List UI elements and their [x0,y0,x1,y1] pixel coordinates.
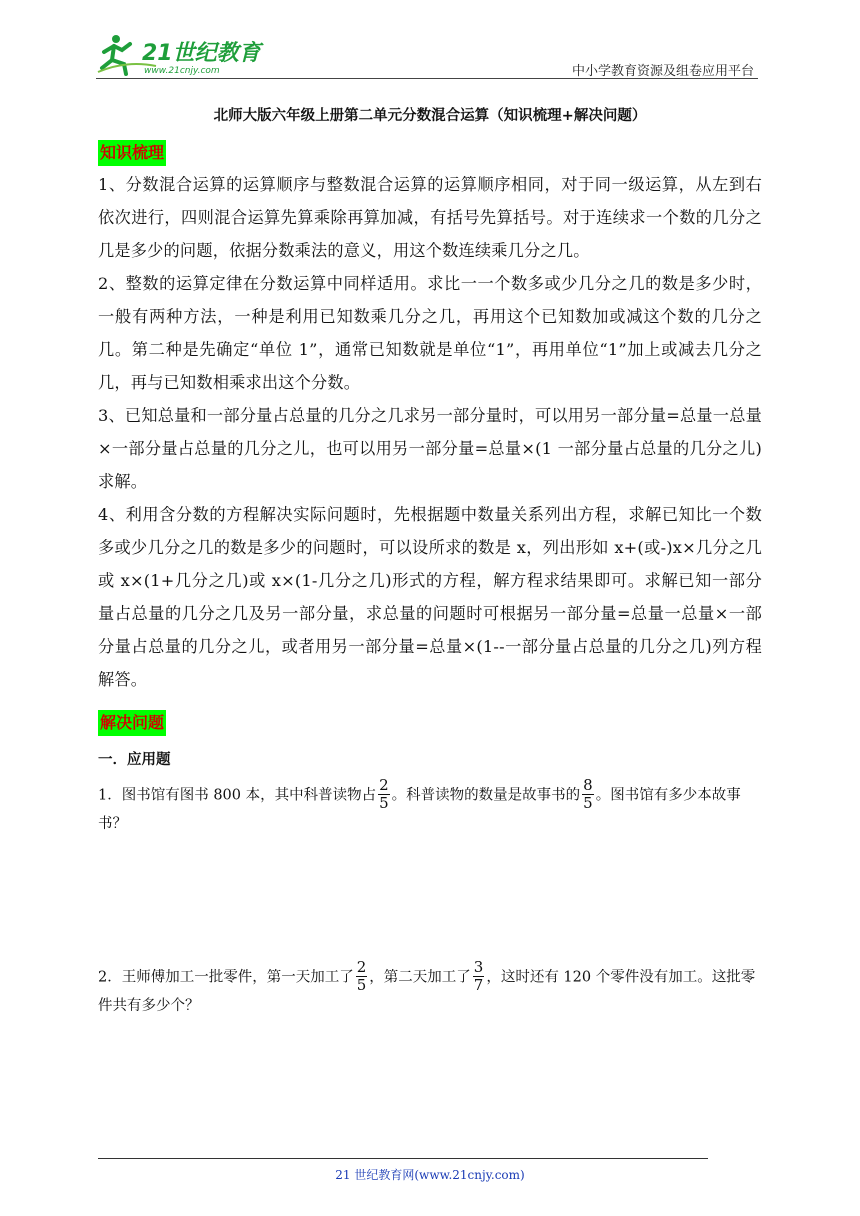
knowledge-paragraph-4: 4、利用含分数的方程解决实际问题时，先根据题中数量关系列出方程，求解已知比一个数多或少几分之几的数是多少的问题时，可以设所求的数是 x，列出形如 x+(或-)x×几分之几或 x×(1+几分之几)或 x×(1-几分之几)形式的方程，解方程求结果即可。求解已知一部分量占总量的几分之几及另一部分量，求总量的问题时可根据另一部分量=总量一总量×一部分量占总量的几分之儿，或者用另一部分量=总量×(1--一部分量占总量的几分之几)列方程解答。 [98,505,762,689]
page-title: 北师大版六年级上册第二单元分数混合运算（知识梳理+解决问题） [213,108,647,124]
fraction: $\frac{2}{5}$ [356,958,367,994]
fraction: $\frac{8}{5}$ [583,776,593,812]
problems-section-tag: 解决问题 [98,710,166,736]
site-logo [96,30,266,78]
knowledge-section-tag: 知识梳理 [98,140,166,166]
knowledge-paragraph-1: 1、分数混合运算的运算顺序与整数混合运算的运算顺序相同，对于同一级运算，从左到右依次进行，四则混合运算先算乘除再算加减，有括号先算括号。对于连续求一个数的几分之几是多少的问题，依据分数乘法的意义，用这个数连续乘几分之几。 [98,175,762,260]
question-2: 2．王师傅加工一批零件，第一天加工了 $\frac{2}{5}$ ，第二天加工了 $\frac{3}{7}$ ，这时还有 120 个零件没有加工。这批零件共有多少个？ [98,958,756,1014]
fraction: $\frac{2}{5}$ [379,776,389,812]
page-header [96,30,758,80]
header-divider [96,78,758,79]
question-1: 1．图书馆有图书 800 本，其中科普读物占 $\frac{2}{5}$ 。科普读物的数量是故事书的 $\frac{8}{5}$ 。图书馆有多少本故事书？ [98,776,741,832]
application-problems-heading: 一．应用题 [98,752,171,768]
knowledge-paragraph-3: 3、已知总量和一部分量占总量的几分之几求另一部分量时，可以用另一部分量=总量一总量×一部分量占总量的几分之儿，也可以用另一部分量=总量×(1 一部分量占总量的几分之儿)求解。 [98,406,762,491]
platform-name: 中小学教育资源及组卷应用平台 [571,64,754,79]
knowledge-paragraph-2: 2、整数的运算定律在分数运算中同样适用。求比一一个数多或少几分之几的数是多少时，一般有两种方法，一种是利用已知数乘几分之几，再用这个已知数加或减这个数的几分之几。第二种是先确定“单位 1”，通常已知数就是单位“1”，再用单位“1”加上或减去几分之几，再与已知数相乘求出这个分数。 [98,274,762,392]
footer-divider [98,1158,708,1159]
svg-text:21世纪教育: 21世纪教育 [142,41,261,66]
footer-link[interactable]: 21 世纪教育网(www.21cnjy.com) [335,1168,525,1182]
svg-text:www.21cnjy.com: www.21cnjy.com [144,66,220,76]
fraction: $\frac{3}{7}$ [473,958,484,994]
